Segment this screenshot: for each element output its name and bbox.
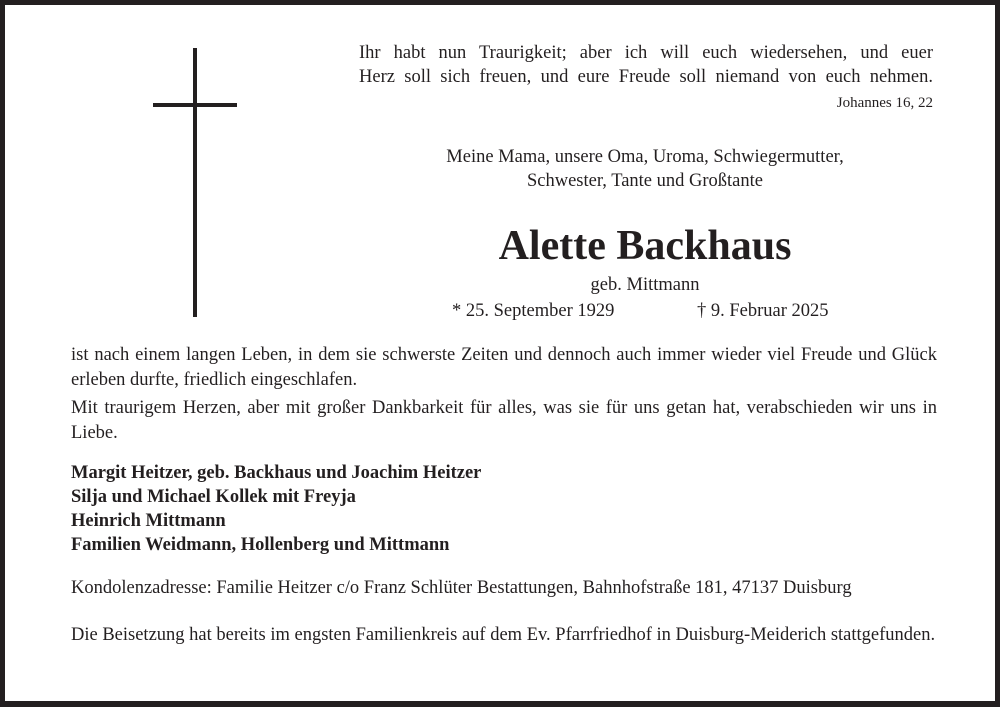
mourner-line: Familien Weidmann, Hollenberg und Mittmann [71, 535, 450, 555]
cross-horizontal-bar [153, 103, 237, 107]
verse-line-1: Ihr habt nun Traurigkeit; aber ich will euch wiedersehen, und euer [359, 43, 933, 63]
cross-vertical-bar [193, 48, 197, 317]
mourners-list [71, 461, 771, 557]
death-date: † 9. Februar 2025 [697, 301, 829, 321]
maiden-name: geb. Mittmann [590, 275, 700, 295]
relation-line-2: Schwester, Tante und Großtante [526, 171, 763, 191]
mourner-line: Heinrich Mittmann [71, 511, 226, 531]
verse-reference: Johannes 16, 22 [836, 95, 933, 111]
mourner-line: Silja und Michael Kollek mit Freyja [71, 487, 356, 507]
relation-description [385, 145, 905, 193]
deceased-name: Alette Backhaus [498, 223, 792, 269]
condolence-address: Kondolenzadresse: Familie Heitzer c/o Franz Schlüter Bestattungen, Bahnhofstraße 181, 47137 Duisburg [71, 578, 852, 598]
burial-note: Die Beisetzung hat bereits im engsten Familienkreis auf dem Ev. Pfarrfriedhof in Duisburg-Meiderich stattgefunden. [71, 625, 936, 645]
birth-date: * 25. September 1929 [452, 301, 615, 321]
bible-verse [359, 41, 933, 89]
passing-paragraph: ist nach einem langen Leben, in dem sie schwerste Zeiten und dennoch auch immer wieder viel Freude und Glück erleben durfte, friedlich eingeschlafen. [71, 345, 937, 390]
farewell-paragraph: Mit traurigem Herzen, aber mit großer Dankbarkeit für alles, was sie für uns getan hat, verabschieden wir uns in Liebe. [71, 398, 937, 443]
mourner-line: Margit Heitzer, geb. Backhaus und Joachim Heitzer [71, 463, 482, 483]
relation-line-1: Meine Mama, unsere Oma, Uroma, Schwiegermutter, [446, 147, 844, 167]
verse-line-2: Herz soll sich freuen, und eure Freude soll niemand von euch nehmen. [359, 67, 933, 87]
